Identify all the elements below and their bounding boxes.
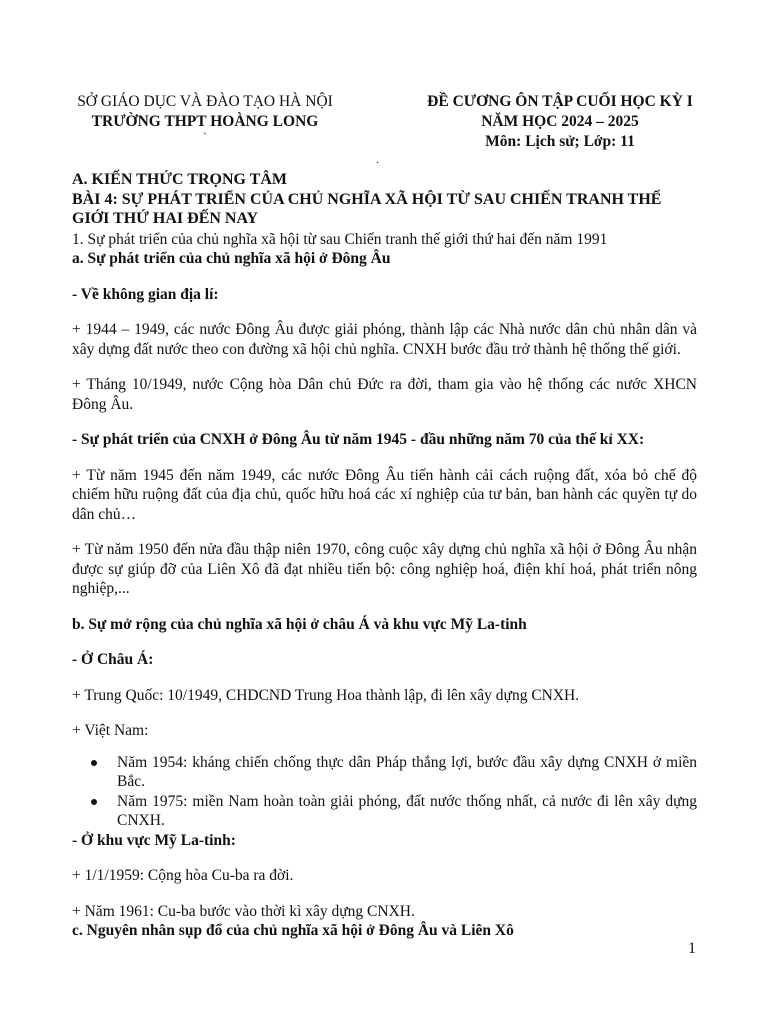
bullet-list <box>72 753 697 831</box>
header-right <box>360 92 760 168</box>
subheading: - Ở Châu Á: <box>72 651 154 668</box>
paragraph: + 1944 – 1949, các nước Đông Âu được giải phóng, thành lập các Nhà nước dân chủ nhân dân và xây dựng đất nước theo con đường xã hội chủ nghĩa. CNXH bước đầu trở thành hệ thống thế giới. <box>72 321 697 358</box>
list-item <box>117 753 697 792</box>
stray-mark: . <box>376 152 379 166</box>
stray-mark: ` <box>203 130 207 144</box>
subsection-heading: a. Sự phát triển của chủ nghĩa xã hội ở Đông Âu <box>72 250 391 267</box>
document-title: ĐỀ CƯƠNG ÔN TẬP CUỐI HỌC KỲ I <box>427 93 693 110</box>
list-item-text: Năm 1975: miền Nam hoàn toàn giải phóng, đất nước thống nhất, cả nước đi lên xây dựng CNXH. <box>117 792 697 829</box>
subsection-heading: c. Nguyên nhân sụp đổ của chủ nghĩa xã hội ở Đông Âu và Liên Xô <box>72 922 514 939</box>
paragraph: + Trung Quốc: 10/1949, CHDCND Trung Hoa thành lập, đi lên xây dựng CNXH. <box>72 686 580 704</box>
school-year: NĂM HỌC 2024 – 2025 <box>481 113 639 130</box>
paragraph: + Tháng 10/1949, nước Cộng hòa Dân chủ Đức ra đời, tham gia vào hệ thống các nước XHCN Đông Âu. <box>72 376 697 413</box>
bullet-icon <box>91 799 97 805</box>
topic-line: 1. Sự phát triển của chủ nghĩa xã hội từ sau Chiến tranh thế giới thứ hai đến năm 1991 <box>72 230 608 248</box>
paragraph: + Việt Nam: <box>72 722 149 739</box>
list-item-text: Năm 1954: kháng chiến chống thực dân Pháp thắng lợi, bước đầu xây dựng CNXH ở miền Bắc. <box>117 753 697 790</box>
subheading: - Ở khu vực Mỹ La-tinh: <box>72 831 236 849</box>
section-heading: A. KIẾN THỨC TRỌNG TÂM <box>72 171 287 188</box>
paragraph: + Từ năm 1950 đến nửa đầu thập niên 1970, công cuộc xây dựng chủ nghĩa xã hội ở Đông Âu nhận được sự giúp đỡ của Liên Xô đã đạt nhiều tiến bộ: công nghiệp hoá, điện khí hoá, phát triển nông nghiệp,... <box>72 541 697 597</box>
paragraph: + Từ năm 1945 đến năm 1949, các nước Đông Âu tiến hành cải cách ruộng đất, xóa bỏ chế độ chiếm hữu ruộng đất của địa chủ, quốc hữu hoá các xí nghiệp của tư bản, ban hành các quyền tự do dân chủ… <box>72 466 697 523</box>
paragraph: + Năm 1961: Cu-ba bước vào thời kì xây dựng CNXH. <box>72 902 415 920</box>
subject-grade: Môn: Lịch sử; Lớp: 11 <box>485 133 635 150</box>
bullet-icon <box>91 760 97 766</box>
document-body <box>72 170 697 941</box>
subsection-heading: b. Sự mở rộng của chủ nghĩa xã hội ở châu Á và khu vực Mỹ La-tinh <box>72 615 527 633</box>
list-item <box>117 792 697 831</box>
header-left <box>40 92 370 146</box>
subheading: - Về không gian địa lí: <box>72 285 219 303</box>
page-number: 1 <box>688 940 696 957</box>
department-name: SỞ GIÁO DỤC VÀ ĐÀO TẠO HÀ NỘI <box>77 93 333 110</box>
subheading: - Sự phát triển của CNXH ở Đông Âu từ năm 1945 - đầu những năm 70 của thế kỉ XX: <box>72 431 645 448</box>
school-name: TRƯỜNG THPT HOÀNG LONG <box>91 113 319 130</box>
paragraph: + 1/1/1959: Cộng hòa Cu-ba ra đời. <box>72 867 294 884</box>
lesson-title: BÀI 4: SỰ PHÁT TRIỂN CỦA CHỦ NGHĨA XÃ HỘI TỪ SAU CHIẾN TRANH THẾ GIỚI THỨ HAI ĐẾN NAY <box>72 190 662 227</box>
